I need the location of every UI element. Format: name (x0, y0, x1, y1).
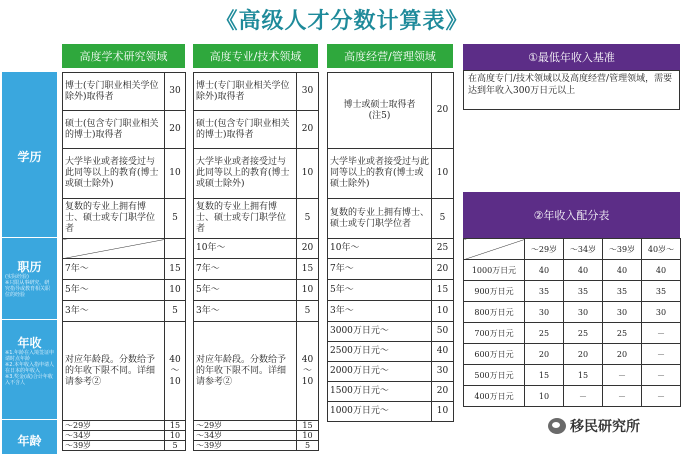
management-edu-1-text: 大学毕业或者接受过与此同等以上的教育(博士或硕士除外) (328, 149, 432, 199)
age-header-3: 40岁～ (642, 239, 681, 260)
academic-career-1-points: 10 (165, 280, 186, 301)
score-cell: 40 (564, 260, 603, 281)
category-career (2, 238, 57, 320)
table-row (328, 322, 454, 342)
table-row (63, 73, 186, 111)
table-row (63, 301, 186, 322)
academic-career-1-text: 5年～ (63, 280, 165, 301)
technical-career-3-text: 3年～ (194, 301, 297, 322)
min-income-text: 在高度专门/技术领域以及高度经营/管理领域，需要达到年收入300万日元以上 (463, 70, 680, 110)
academic-edu-0-text: 博士(专门职业相关学位除外)取得者 (63, 73, 165, 111)
table-row (328, 149, 454, 199)
academic-edu-0-points: 30 (165, 73, 186, 111)
technical-edu-3-points: 5 (297, 199, 319, 239)
technical-age-2-points: 5 (297, 441, 319, 451)
technical-career-0-points: 20 (297, 239, 319, 259)
table-row (328, 301, 454, 322)
age-header-1: ～34岁 (564, 239, 603, 260)
technical-edu-3-text: 复数的专业上拥有博士、硕士或专门职学位者 (194, 199, 297, 239)
table-row (194, 280, 319, 301)
management-edu-2-points: 5 (432, 199, 454, 239)
academic-edu-2-points: 10 (165, 149, 186, 199)
academic-career-2-points: 5 (165, 301, 186, 322)
academic-income-text: 对应年龄段。分数给予的年收下限不同。详细请参考② (63, 322, 165, 421)
category-income (2, 320, 57, 420)
academic-edu-2-text: 大学毕业或者接受过与此同等以上的教育(博士或硕士除外) (63, 149, 165, 199)
table-row (328, 382, 454, 402)
income-label: 800万日元 (464, 302, 525, 323)
academic-income-points: 40 ～ 10 (165, 322, 186, 421)
table-row (63, 149, 186, 199)
table-row (194, 73, 319, 111)
technical-age-0-text: ～29岁 (194, 421, 297, 431)
academic-age-2-text: ～39岁 (63, 441, 165, 451)
score-cell: 35 (564, 281, 603, 302)
management-career-1-text: 7年～ (328, 259, 432, 280)
table-row (464, 281, 681, 302)
table-row (328, 199, 454, 239)
category-age (2, 420, 57, 454)
category-education-label: 学历 (17, 150, 42, 164)
category-income-label: 年收 (17, 336, 42, 350)
technical-career-2-points: 10 (297, 280, 319, 301)
management-career-2-points: 15 (432, 280, 454, 301)
table-row (194, 111, 319, 149)
academic-edu-3-text: 复数的专业上拥有博士、硕士或专门职学位者 (63, 199, 165, 239)
score-cell: 40 (525, 260, 564, 281)
management-career-3-points: 10 (432, 301, 454, 322)
technical-age-2-text: ～39岁 (194, 441, 297, 451)
income-label: 600万日元 (464, 344, 525, 365)
score-cell: 35 (525, 281, 564, 302)
management-income-3-text: 1500万日元～ (328, 382, 432, 402)
management-career-0-points: 25 (432, 239, 454, 259)
academic-table (62, 72, 186, 451)
table-row (63, 199, 186, 239)
academic-column-header: 高度学术研究领域 (62, 44, 185, 68)
technical-edu-1-points: 20 (297, 111, 319, 149)
score-cell: 30 (642, 302, 681, 323)
table-row (464, 302, 681, 323)
category-education (2, 72, 57, 238)
academic-age-1-points: 10 (165, 431, 186, 441)
table-row (464, 239, 681, 260)
table-row (464, 260, 681, 281)
technical-age-1-text: ～34岁 (194, 431, 297, 441)
academic-edu-3-points: 5 (165, 199, 186, 239)
management-table (327, 72, 454, 422)
score-cell: 25 (603, 323, 642, 344)
score-cell: 15 (525, 365, 564, 386)
score-cell: 30 (603, 302, 642, 323)
score-cell: 25 (564, 323, 603, 344)
table-row (194, 199, 319, 239)
category-career-note: (实际经验) ※只限从事研究、研究指导或教育相关职位的经验 (5, 274, 51, 298)
income-label: 400万日元 (464, 386, 525, 407)
management-career-0-text: 10年～ (328, 239, 432, 259)
management-income-4-points: 10 (432, 402, 454, 422)
management-income-0-points: 50 (432, 322, 454, 342)
management-column-header: 高度经营/管理领域 (327, 44, 453, 68)
management-career-3-text: 3年～ (328, 301, 432, 322)
score-cell: 20 (525, 344, 564, 365)
income-label: 700万日元 (464, 323, 525, 344)
score-cell: － (603, 386, 642, 407)
technical-edu-0-points: 30 (297, 73, 319, 111)
management-income-0-text: 3000万日元～ (328, 322, 432, 342)
table-row (328, 239, 454, 259)
technical-edu-2-text: 大学毕业或者接受过与此同等以上的教育(博士或硕士除外) (194, 149, 297, 199)
management-income-3-points: 20 (432, 382, 454, 402)
watermark-text: 移民研究所 (570, 419, 640, 435)
table-row (328, 259, 454, 280)
table-row (464, 365, 681, 386)
score-cell: 35 (603, 281, 642, 302)
table-row (63, 421, 186, 431)
watermark (548, 414, 678, 438)
table-row (194, 431, 319, 441)
table-row (194, 259, 319, 280)
score-cell: 30 (564, 302, 603, 323)
management-career-2-text: 5年～ (328, 280, 432, 301)
category-career-label: 职历 (17, 260, 42, 274)
table-row (328, 280, 454, 301)
distribution-table (463, 238, 681, 407)
academic-career-2-text: 3年～ (63, 301, 165, 322)
income-label: 1000万日元 (464, 260, 525, 281)
table-row (328, 402, 454, 422)
score-cell: － (642, 323, 681, 344)
technical-career-1-points: 15 (297, 259, 319, 280)
management-edu-1-points: 10 (432, 149, 454, 199)
academic-age-0-text: ～29岁 (63, 421, 165, 431)
academic-age-0-points: 15 (165, 421, 186, 431)
table-row (464, 323, 681, 344)
academic-edu-1-text: 硕士(包含专门职业相关的博士)取得者 (63, 111, 165, 149)
page-title: 《高级人才分数计算表》 (215, 9, 469, 34)
technical-career-1-text: 7年～ (194, 259, 297, 280)
technical-table (193, 72, 319, 451)
management-career-1-points: 20 (432, 259, 454, 280)
income-label: 900万日元 (464, 281, 525, 302)
table-row (464, 344, 681, 365)
technical-age-0-points: 15 (297, 421, 319, 431)
management-income-2-points: 30 (432, 362, 454, 382)
table-row (194, 239, 319, 259)
management-income-1-text: 2500万日元～ (328, 342, 432, 362)
score-cell: 15 (564, 365, 603, 386)
table-row (63, 322, 186, 421)
min-income-header: ①最低年收入基准 (463, 44, 680, 70)
table-row (63, 111, 186, 149)
table-row (328, 362, 454, 382)
management-edu-0-text: 博士或硕士取得者 (注5) (328, 73, 432, 149)
management-income-2-text: 2000万日元～ (328, 362, 432, 382)
score-cell: － (564, 386, 603, 407)
score-cell: 40 (603, 260, 642, 281)
score-cell: 40 (642, 260, 681, 281)
table-row (328, 73, 454, 149)
table-row (328, 342, 454, 362)
technical-income-points: 40 ～ 10 (297, 322, 319, 421)
table-row (63, 259, 186, 280)
score-cell: 25 (525, 323, 564, 344)
management-edu-0-points: 20 (432, 73, 454, 149)
technical-age-1-points: 10 (297, 431, 319, 441)
table-row (63, 280, 186, 301)
technical-career-3-points: 5 (297, 301, 319, 322)
technical-column-header: 高度专业/技术领域 (193, 44, 318, 68)
academic-career-empty-cell (63, 239, 165, 259)
management-income-1-points: 40 (432, 342, 454, 362)
academic-career-0-text: 7年～ (63, 259, 165, 280)
category-income-note: ※1.年龄在入境签证申请时点年龄 ※2.本年收入指申请人在日本的年收入 ※3.奖金(或)合计年收入不含人 (5, 350, 54, 386)
table-row (464, 386, 681, 407)
technical-edu-0-text: 博士(专门职业相关学位除外)取得者 (194, 73, 297, 111)
score-cell: － (642, 386, 681, 407)
score-cell: 10 (525, 386, 564, 407)
score-cell: 20 (603, 344, 642, 365)
age-header-0: ～29岁 (525, 239, 564, 260)
table-row (194, 441, 319, 451)
table-row (63, 431, 186, 441)
technical-edu-1-text: 硕士(包含专门职业相关的博士)取得者 (194, 111, 297, 149)
table-row (63, 441, 186, 451)
table-row (194, 421, 319, 431)
score-cell: 20 (564, 344, 603, 365)
score-cell: 30 (525, 302, 564, 323)
distribution-header: ②年收入配分表 (463, 192, 680, 238)
table-row (194, 301, 319, 322)
academic-edu-1-points: 20 (165, 111, 186, 149)
distribution-corner-cell (464, 239, 525, 260)
table-row (194, 149, 319, 199)
academic-career-0-points: 15 (165, 259, 186, 280)
technical-career-2-text: 5年～ (194, 280, 297, 301)
score-cell: － (642, 344, 681, 365)
score-cell: － (642, 365, 681, 386)
management-edu-2-text: 复数的专业上拥有博士、硕士或专门职学位者 (328, 199, 432, 239)
wechat-logo-icon (548, 418, 566, 434)
category-age-label: 年龄 (17, 434, 42, 448)
table-row (63, 239, 186, 259)
management-income-4-text: 1000万日元～ (328, 402, 432, 422)
academic-age-2-points: 5 (165, 441, 186, 451)
score-cell: 35 (642, 281, 681, 302)
income-label: 500万日元 (464, 365, 525, 386)
technical-career-0-text: 10年～ (194, 239, 297, 259)
score-cell: － (603, 365, 642, 386)
table-row (194, 322, 319, 421)
academic-age-1-text: ～34岁 (63, 431, 165, 441)
age-header-2: ～39岁 (603, 239, 642, 260)
technical-income-text: 对应年龄段。分数给予的年收下限不同。详细请参考② (194, 322, 297, 421)
technical-edu-2-points: 10 (297, 149, 319, 199)
